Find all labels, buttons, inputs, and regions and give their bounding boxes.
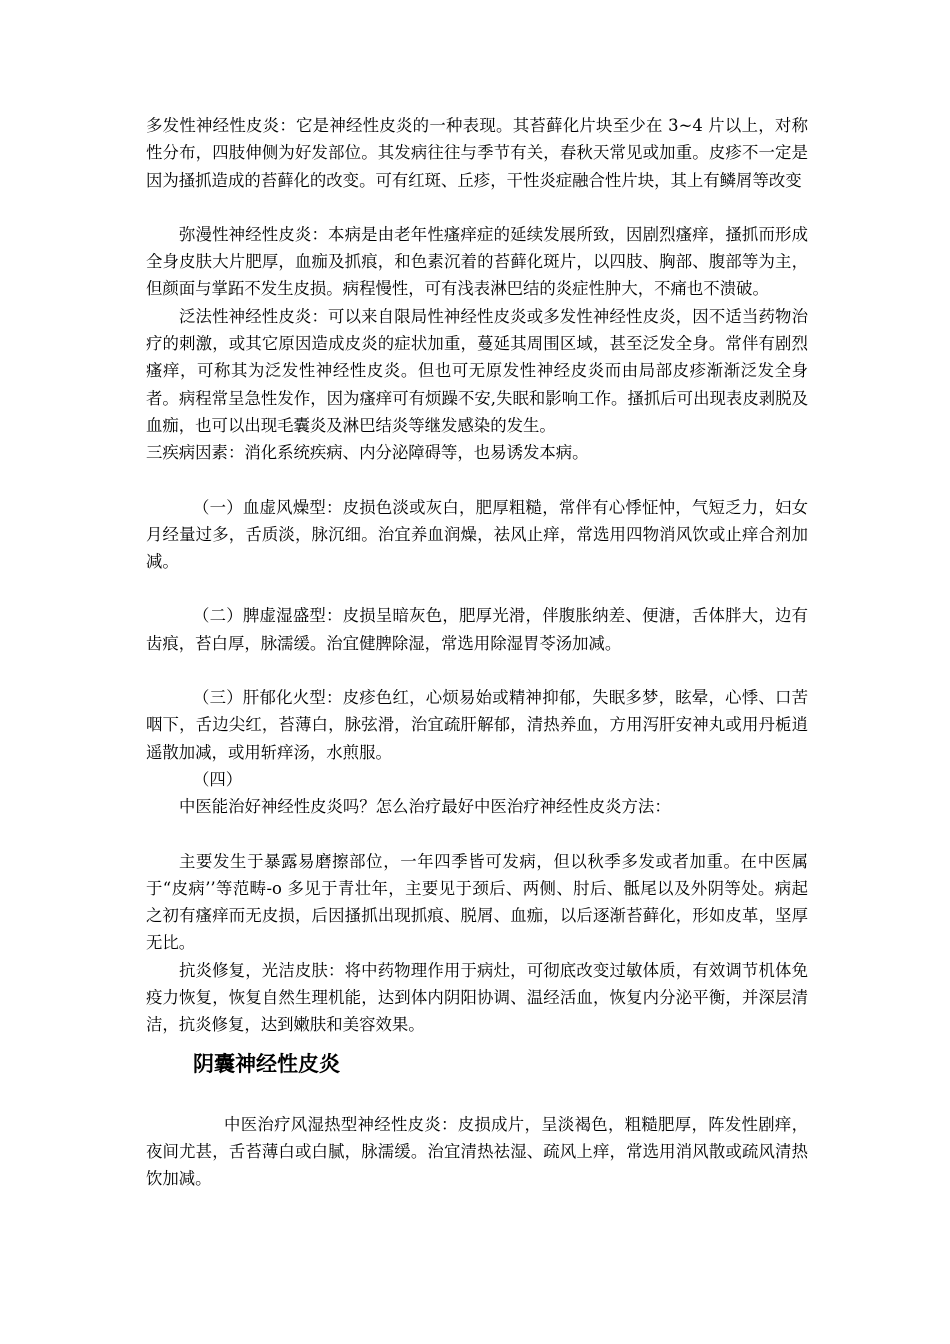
paragraph-diffuse: 弥漫性神经性皮炎：本病是由老年性瘙痒症的延续发展所致，因剧烈瘙痒，搔抓而形成全身皮肤大片肥厚，血痂及抓痕，和色素沉着的苔藓化斑片，以四肢、胸部、腹部等为主，但颜面与掌跖不发生皮损。病程慢性，可有浅表淋巴结的炎症性肿大，不痛也不溃破。 bbox=[146, 224, 808, 299]
spacer bbox=[146, 575, 808, 602]
spacer bbox=[146, 821, 808, 848]
paragraph-type-2: （二）脾虚湿盛型：皮损呈暗灰色，肥厚光滑，伴腹胀纳差、便溏，舌体胖大，边有齿痕，苔白厚，脉濡缓。治宜健脾除湿，常选用除湿胃苓汤加减。 bbox=[146, 606, 808, 653]
paragraph-wind-damp-heat: 中医治疗风湿热型神经性皮炎：皮损成片，呈淡褐色，粗糙肥厚，阵发性剧痒，夜间尤甚，舌苔薄白或白腻，脉濡缓。治宜清热祛湿、疏风上痒，常选用消风散或疏风清热饮加减。 bbox=[146, 1114, 808, 1189]
paragraph-type-3: （三）肝郁化火型：皮疹色红，心烦易始或精神抑郁，失眠多梦，眩晕，心悸、口苦咽下，舌边尖红，苔薄白，脉弦滑，治宜疏肝解郁，清热养血，方用泻肝安神丸或用丹栀逍遥散加减，或用斩痒汤，水煎服。 bbox=[146, 688, 808, 762]
paragraph-main-sites: 主要发生于暴露易磨擦部位，一年四季皆可发病，但以秋季多发或者加重。在中医属于“皮病’’等范畴-o 多见于青壮年，主要见于颈后、两侧、肘后、骶尾以及外阴等处。病起之初有瘙痒而无皮损，后因搔抓出现抓痕、脱屑、血痂，以后逐渐苔藓化，形如皮革，坚厚无比。 bbox=[146, 851, 808, 953]
paragraph-multiple: 多发性神经性皮炎：它是神经性皮炎的一种表现。其苔藓化片块至少在 3~4 片以上，对称性分布，四肢伸侧为好发部位。其发病往往与季节有关，春秋天常见或加重。皮疹不一定是因为搔抓造成的苔藓化的改变。可有红斑、丘疹，干性炎症融合性片块，其上有鳞屑等改变 bbox=[146, 116, 808, 190]
spacer bbox=[146, 657, 808, 684]
paragraph-type-1: （一）血虚风燥型：皮损色淡或灰白，肥厚粗糙，常伴有心悸怔忡，气短乏力，妇女月经量过多，舌质淡，脉沉细。治宜养血润燥，祛风止痒，常选用四物消风饮或止痒合剂加减。 bbox=[146, 497, 808, 572]
spacer bbox=[146, 467, 808, 494]
heading-wrapper bbox=[146, 1049, 808, 1079]
document-page bbox=[146, 112, 808, 1193]
paragraph-type-4: （四） bbox=[193, 769, 243, 789]
paragraph-repair: 抗炎修复，光洁皮肤：将中药物理作用于病灶，可彻底改变过敏体质，有效调节机体免疫力恢复，恢复自然生理机能，达到体内阴阳协调、温经活血，恢复内分泌平衡，并深层清洁，抗炎修复，达到嫩肤和美容效果。 bbox=[146, 960, 808, 1035]
paragraph-question: 中医能治好神经性皮炎吗？怎么治疗最好中医治疗神经性皮炎方法： bbox=[179, 797, 671, 817]
paragraph-disease-factors: 三疾病因素：消化系统疾病、内分泌障碍等，也易诱发本病。 bbox=[146, 443, 589, 463]
paragraph-generalized: 泛法性神经性皮炎：可以来自限局性神经性皮炎或多发性神经性皮炎，因不适当药物治疗的刺激，或其它原因造成皮炎的症状加重，蔓延其周围区域，甚至泛发全身。常伴有剧烈瘙痒，可称其为泛发性神经性皮炎。但也可无原发性神经皮炎而由局部皮疹渐渐泛发全身者。病程常呈急性发作，因为瘙痒可有烦躁不安,失眠和影响工作。搔抓后可出现表皮剥脱及血痂，也可以出现毛囊炎及淋巴结炎等继发感染的发生。 bbox=[146, 306, 808, 435]
section-heading: 阴囊神经性皮炎 bbox=[193, 1050, 340, 1076]
spacer bbox=[146, 194, 808, 221]
